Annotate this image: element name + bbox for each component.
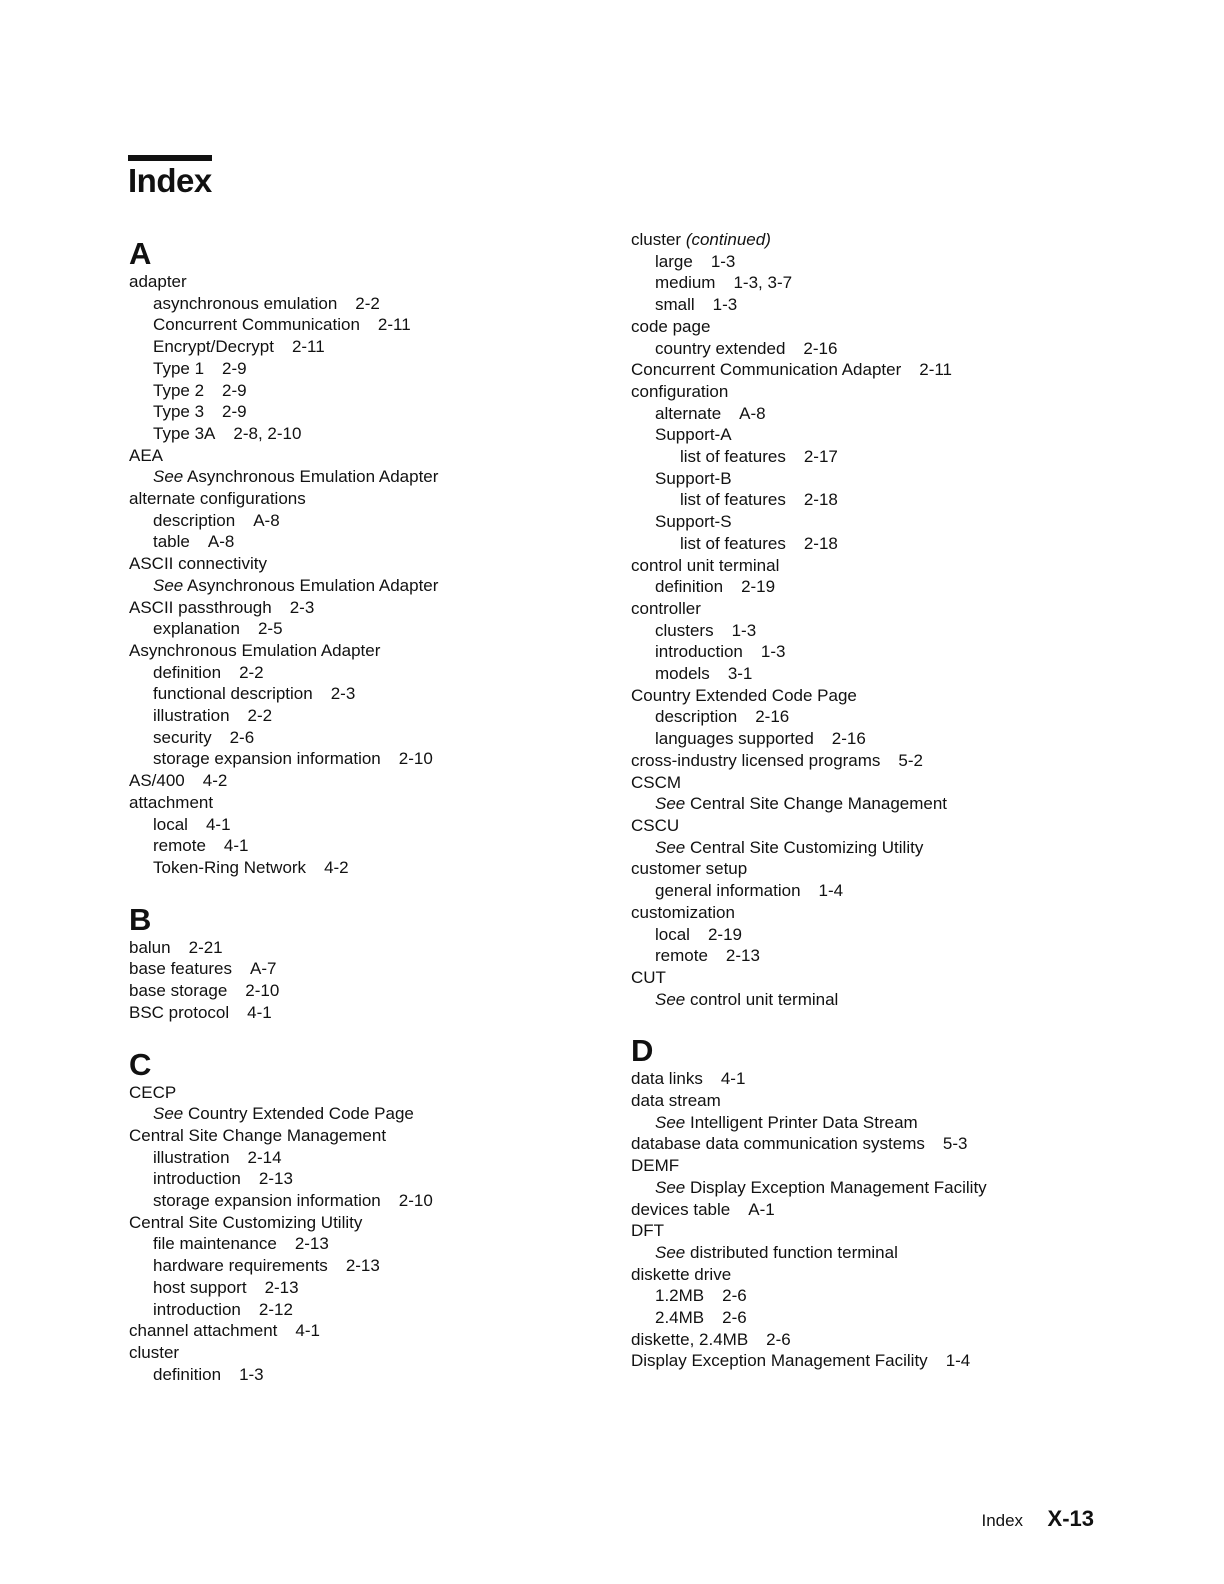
index-term: Type 3 <box>153 402 205 422</box>
index-entry <box>129 1364 609 1386</box>
index-term: configuration <box>631 381 729 401</box>
index-term: CSCU <box>631 815 680 835</box>
index-entry <box>129 293 609 315</box>
index-entry <box>631 598 1151 620</box>
index-entry <box>129 553 609 575</box>
index-entry <box>631 793 1151 815</box>
index-entry <box>129 510 609 532</box>
index-term: BSC protocol <box>129 1002 230 1022</box>
index-entry <box>631 620 1151 642</box>
index-entry <box>129 1002 609 1024</box>
index-entry <box>129 1082 609 1104</box>
index-entry <box>631 967 1151 989</box>
index-term: customization <box>631 902 735 922</box>
index-entry <box>129 358 609 380</box>
index-term: cross-industry licensed programs <box>631 750 881 770</box>
index-entry <box>129 683 609 705</box>
page-reference: A-8 <box>207 532 235 552</box>
page-reference: 2-19 <box>707 924 742 944</box>
index-term: AEA <box>129 445 164 465</box>
index-term: definition <box>153 1364 222 1384</box>
index-entry <box>631 1112 1151 1134</box>
index-entry <box>129 1320 609 1342</box>
index-entry <box>129 466 609 488</box>
index-entry <box>129 1299 609 1321</box>
index-entry <box>631 815 1151 837</box>
index-term: list of features <box>680 447 786 467</box>
index-term: controller <box>631 598 701 618</box>
index-term: host support <box>153 1277 247 1297</box>
page-reference: 2-6 <box>229 727 255 747</box>
index-entry <box>129 748 609 770</box>
index-entry <box>129 1168 609 1190</box>
page-reference: 4-1 <box>205 814 231 834</box>
page-number: X-13 <box>1047 1506 1094 1531</box>
index-term: customer setup <box>631 859 748 879</box>
index-entry <box>129 1125 609 1147</box>
index-term: adapter <box>129 272 187 291</box>
page-reference: 2-6 <box>722 1286 747 1306</box>
index-term: small <box>655 295 695 315</box>
index-term: Display Exception Management Facility <box>631 1351 928 1371</box>
index-term: base storage <box>129 981 228 1001</box>
index-entry <box>631 338 1151 360</box>
index-entry <box>129 488 609 510</box>
index-term: Type 2 <box>153 380 205 400</box>
index-term: channel attachment <box>129 1321 278 1341</box>
index-term: AS/400 <box>129 771 185 791</box>
index-term: Concurrent Communication <box>153 315 360 335</box>
continued-label: (continued) <box>685 230 771 249</box>
index-entry <box>631 533 1151 555</box>
index-entry <box>129 271 609 293</box>
page-reference: 2-5 <box>257 619 283 639</box>
index-term: general information <box>655 881 801 901</box>
index-term: Token-Ring Network <box>153 857 307 877</box>
page-reference: 2-13 <box>258 1169 293 1189</box>
index-term: asynchronous emulation <box>153 293 338 313</box>
page-reference: 2-6 <box>722 1308 747 1328</box>
page-reference: A-8 <box>739 403 766 423</box>
index-entry <box>129 314 609 336</box>
page-reference: 2-9 <box>222 358 247 378</box>
index-term: attachment <box>129 792 214 812</box>
page-reference: A-8 <box>253 510 280 530</box>
page-reference: 2-9 <box>222 402 247 422</box>
index-entry <box>631 251 1151 273</box>
index-entry <box>631 706 1151 728</box>
index-entry <box>129 705 609 727</box>
index-term: distributed function terminal <box>689 1242 898 1262</box>
index-entry <box>129 1147 609 1169</box>
page-reference: 1-3 <box>239 1364 264 1384</box>
page-reference: 4-1 <box>720 1069 746 1089</box>
index-entry <box>129 380 609 402</box>
index-entry <box>631 880 1151 902</box>
see-reference-label: See <box>153 575 184 595</box>
title-rule <box>128 155 212 161</box>
page-reference: 2-2 <box>355 293 380 313</box>
index-term: explanation <box>153 619 240 639</box>
index-entry <box>631 685 1151 707</box>
index-entry <box>631 316 1151 338</box>
index-entry <box>631 1307 1151 1329</box>
index-section <box>631 229 1151 1010</box>
index-entry <box>129 1212 609 1234</box>
page-reference: 2-2 <box>239 662 264 682</box>
index-term: Concurrent Communication Adapter <box>631 360 902 380</box>
page-reference: 4-2 <box>202 771 228 791</box>
index-section <box>631 1034 1151 1372</box>
index-entry <box>631 902 1151 924</box>
index-term: hardware requirements <box>153 1256 328 1276</box>
page-reference: 2-8, 2-10 <box>233 423 302 443</box>
index-section <box>129 1048 609 1386</box>
index-entry <box>129 792 609 814</box>
index-entry <box>631 1220 1151 1242</box>
page-reference: A-7 <box>250 959 277 979</box>
page-reference: 1-3 <box>731 620 757 640</box>
index-entry <box>129 1103 609 1125</box>
index-entry <box>631 1264 1151 1286</box>
index-term: Country Extended Code Page <box>631 685 857 705</box>
see-reference-label: See <box>655 1177 686 1197</box>
page-reference: 2-13 <box>294 1234 329 1254</box>
index-term: devices table <box>631 1199 731 1219</box>
see-reference-label: See <box>655 794 686 814</box>
index-term: data links <box>631 1069 703 1089</box>
see-reference-label: See <box>153 467 184 487</box>
index-term: description <box>655 707 738 727</box>
index-term: Type 1 <box>153 358 205 378</box>
index-entry <box>631 1177 1151 1199</box>
index-entry <box>631 858 1151 880</box>
index-entry <box>631 576 1151 598</box>
index-term: alternate configurations <box>129 489 306 509</box>
index-entry <box>631 1155 1151 1177</box>
page-reference: A-1 <box>748 1199 775 1219</box>
index-entry <box>631 1068 1151 1090</box>
index-term: definition <box>655 577 724 597</box>
section-letter: B <box>129 901 152 937</box>
index-entry <box>631 403 1151 425</box>
index-term: 2.4MB <box>655 1308 705 1328</box>
index-entry <box>631 1133 1151 1155</box>
index-entry <box>129 1233 609 1255</box>
index-term: languages supported <box>655 729 814 749</box>
index-section <box>129 903 609 1024</box>
index-entry <box>129 857 609 879</box>
index-term: introduction <box>655 642 743 662</box>
index-term: table <box>153 532 190 552</box>
index-term: clusters <box>655 620 714 640</box>
page-reference: 1-3, 3-7 <box>733 273 793 293</box>
index-term: remote <box>153 836 206 856</box>
page-reference: 2-13 <box>345 1256 380 1276</box>
index-term: remote <box>655 946 708 966</box>
section-letter: C <box>129 1046 152 1082</box>
index-term: data stream <box>631 1091 721 1111</box>
page-reference: 2-11 <box>919 360 953 380</box>
index-term: Country Extended Code Page <box>187 1104 414 1124</box>
index-term: introduction <box>153 1299 241 1319</box>
index-entry <box>129 958 609 980</box>
see-reference-label: See <box>655 837 686 857</box>
index-term: code page <box>631 316 711 336</box>
page-reference: 4-1 <box>223 836 249 856</box>
index-entry <box>631 728 1151 750</box>
index-term: alternate <box>655 403 722 423</box>
index-entry <box>129 1255 609 1277</box>
index-entry <box>631 511 1151 533</box>
index-entry <box>631 641 1151 663</box>
index-term: Central Site Change Management <box>129 1125 387 1145</box>
index-term: Asynchronous Emulation Adapter <box>187 467 439 487</box>
index-term: CECP <box>129 1082 177 1102</box>
see-reference-label: See <box>153 1104 184 1124</box>
section-letter: D <box>631 1033 654 1069</box>
index-entry <box>129 814 609 836</box>
index-term: DFT <box>631 1221 665 1241</box>
index-term: control unit terminal <box>631 555 780 575</box>
index-entry <box>129 1190 609 1212</box>
index-entry <box>129 423 609 445</box>
index-column-left <box>129 235 609 1409</box>
index-entry <box>129 1277 609 1299</box>
page-reference: 2-3 <box>289 597 315 617</box>
index-entry <box>631 1329 1151 1351</box>
index-term: local <box>655 924 690 944</box>
page-reference: 2-18 <box>803 533 838 553</box>
index-entry <box>631 989 1151 1011</box>
page-reference: 2-21 <box>188 937 223 957</box>
index-entry <box>631 468 1151 490</box>
index-entry <box>631 663 1151 685</box>
index-term: ASCII connectivity <box>129 554 267 574</box>
page-reference: 1-4 <box>818 881 844 901</box>
index-term: 1.2MB <box>655 1286 705 1306</box>
index-term: Asynchronous Emulation Adapter <box>129 640 381 660</box>
index-term: Central Site Customizing Utility <box>129 1212 363 1232</box>
index-term: Support-B <box>655 468 732 488</box>
page-reference: 2-11 <box>377 315 411 335</box>
page-reference: 4-2 <box>324 857 349 877</box>
page-reference: 1-4 <box>945 1351 971 1371</box>
index-entry <box>631 945 1151 967</box>
index-entry <box>631 1090 1151 1112</box>
index-entry <box>129 597 609 619</box>
index-term: Type 3A <box>153 423 216 443</box>
index-term: list of features <box>680 490 786 510</box>
index-term: base features <box>129 959 233 979</box>
index-entry <box>631 294 1151 316</box>
index-entry <box>631 555 1151 577</box>
page-footer <box>981 1506 1094 1532</box>
page-reference: 5-3 <box>942 1134 968 1154</box>
page-reference: 2-10 <box>398 1191 433 1211</box>
index-entry <box>129 401 609 423</box>
index-entry <box>631 1242 1151 1264</box>
index-term: introduction <box>153 1169 241 1189</box>
index-entry <box>631 772 1151 794</box>
index-term: Support-S <box>655 512 732 532</box>
index-entry <box>129 835 609 857</box>
index-column-right <box>631 229 1151 1396</box>
page-reference: 2-19 <box>741 577 776 597</box>
page-reference: 2-11 <box>291 337 325 357</box>
index-term: large <box>655 251 693 271</box>
index-term: ASCII passthrough <box>129 597 272 617</box>
index-entry <box>129 531 609 553</box>
index-term: medium <box>655 273 716 293</box>
see-reference-label: See <box>655 1242 686 1262</box>
index-entry <box>129 1342 609 1364</box>
index-entry <box>631 272 1151 294</box>
index-entry <box>129 336 609 358</box>
page-reference: 2-6 <box>766 1329 791 1349</box>
index-term: cluster <box>129 1342 180 1362</box>
page-reference: 2-18 <box>803 490 838 510</box>
page-reference: 2-9 <box>222 380 247 400</box>
index-term: functional description <box>153 684 313 704</box>
page-reference: 2-14 <box>247 1147 282 1167</box>
index-term: Display Exception Management Facility <box>689 1177 987 1197</box>
index-entry <box>631 837 1151 859</box>
page-reference: 2-12 <box>258 1299 293 1319</box>
index-entry <box>129 618 609 640</box>
page-reference: 2-16 <box>755 707 790 727</box>
index-term: CSCM <box>631 772 682 792</box>
index-entry <box>129 640 609 662</box>
index-entry <box>631 229 1151 251</box>
index-term: Intelligent Printer Data Stream <box>689 1112 918 1132</box>
index-entry <box>631 924 1151 946</box>
page-title: Index <box>128 162 212 199</box>
index-entry <box>129 445 609 467</box>
see-reference-label: See <box>655 1112 686 1132</box>
index-entry <box>631 359 1151 381</box>
index-term: security <box>153 727 212 747</box>
index-entry <box>631 446 1151 468</box>
page-reference: 2-10 <box>245 981 280 1001</box>
index-term: country extended <box>655 338 786 358</box>
index-entry <box>129 727 609 749</box>
index-term: cluster <box>631 230 682 249</box>
index-term: Support-A <box>655 425 732 445</box>
index-term: storage expansion information <box>153 749 381 769</box>
page-reference: 1-3 <box>710 251 736 271</box>
page-reference: 4-1 <box>247 1002 272 1022</box>
page-reference: 2-17 <box>803 447 838 467</box>
index-term: list of features <box>680 533 786 553</box>
index-term: diskette drive <box>631 1264 732 1284</box>
footer-label: Index <box>981 1511 1024 1530</box>
index-entry <box>631 489 1151 511</box>
page-reference: 5-2 <box>898 750 923 770</box>
index-term: CUT <box>631 967 666 987</box>
index-term: description <box>153 510 236 530</box>
index-term: illustration <box>153 706 230 726</box>
index-entry <box>129 770 609 792</box>
page-reference: 2-10 <box>398 749 433 769</box>
index-entry <box>631 424 1151 446</box>
page-reference: 2-16 <box>831 729 866 749</box>
page-reference: 1-3 <box>712 295 738 315</box>
index-term: Central Site Customizing Utility <box>689 837 924 857</box>
index-entry <box>631 1285 1151 1307</box>
index-term: balun <box>129 937 171 957</box>
page-reference: 2-13 <box>725 946 760 966</box>
index-entry <box>129 662 609 684</box>
page-reference: 2-2 <box>247 706 273 726</box>
page-reference: 2-16 <box>803 338 838 358</box>
index-term: file maintenance <box>153 1234 277 1254</box>
page-reference: 2-13 <box>264 1277 299 1297</box>
index-entry <box>631 1350 1151 1372</box>
index-term: local <box>153 814 188 834</box>
index-term: storage expansion information <box>153 1191 381 1211</box>
index-term: Encrypt/Decrypt <box>153 337 274 357</box>
index-term: database data communication systems <box>631 1134 925 1154</box>
page-reference: 2-3 <box>330 684 356 704</box>
index-entry <box>129 980 609 1002</box>
index-entry <box>129 575 609 597</box>
page-reference: 3-1 <box>727 664 753 684</box>
index-term: models <box>655 664 710 684</box>
section-letter: A <box>129 236 152 271</box>
see-reference-label: See <box>655 989 686 1009</box>
page-reference: 1-3 <box>760 642 786 662</box>
index-entry <box>631 1199 1151 1221</box>
index-term: DEMF <box>631 1156 680 1176</box>
index-entry <box>631 381 1151 403</box>
index-term: Central Site Change Management <box>689 794 948 814</box>
index-entry <box>631 750 1151 772</box>
index-term: illustration <box>153 1147 230 1167</box>
index-entry <box>129 937 609 959</box>
index-section <box>129 237 609 879</box>
index-term: control unit terminal <box>689 989 839 1009</box>
index-term: diskette, 2.4MB <box>631 1329 749 1349</box>
index-term: Asynchronous Emulation Adapter <box>187 575 439 595</box>
index-term: definition <box>153 662 222 682</box>
page-reference: 4-1 <box>295 1321 320 1341</box>
